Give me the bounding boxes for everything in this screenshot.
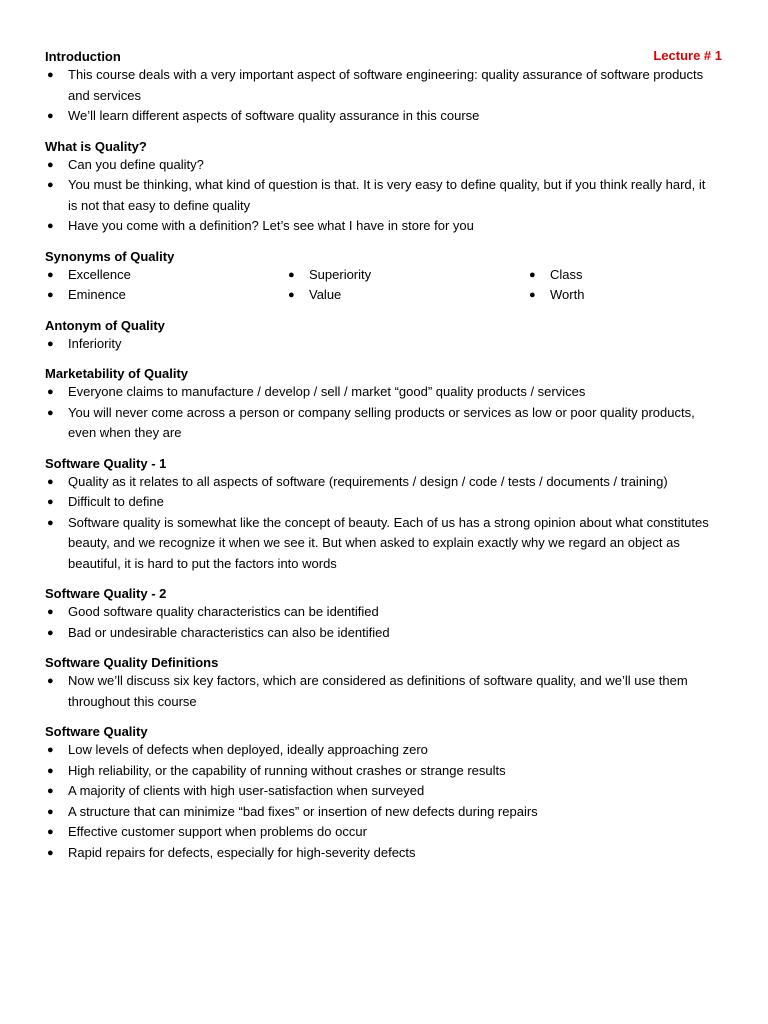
bullet-icon: ●	[47, 337, 54, 350]
section-title: Software Quality	[45, 724, 148, 739]
bullet-icon: ●	[47, 69, 54, 81]
bullet-icon: ●	[529, 268, 536, 281]
list-item: ● Good software quality characteristics can be identified	[45, 602, 716, 623]
list-item: ● We’ll learn different aspects of software quality assurance in this course	[45, 106, 716, 127]
bullet-icon: ●	[529, 289, 536, 301]
bullet-icon: ●	[47, 496, 54, 508]
section-software-quality-2	[45, 585, 716, 643]
list-item: ● Difficult to define	[45, 492, 716, 513]
list-item: ● Bad or undesirable characteristics can also be identified	[45, 623, 716, 644]
lecture-number: Lecture # 1	[653, 48, 722, 63]
section-title: Synonyms of Quality	[45, 248, 175, 264]
list-item: ● Worth	[527, 285, 717, 306]
bullet-icon: ●	[47, 805, 54, 818]
list-item: ● Eminence	[45, 285, 286, 306]
section-title: Marketability of Quality	[45, 366, 189, 381]
list-item: ● You will never come across a person or company selling products or services as low or poor quality products, even when they are	[47, 404, 695, 440]
section-software-quality	[45, 723, 716, 863]
section-what-is-quality	[45, 138, 716, 237]
bullet-icon: ●	[47, 406, 54, 419]
bullet-icon: ●	[47, 675, 54, 687]
bullet-icon: ●	[47, 744, 54, 756]
bullet-icon: ●	[47, 110, 54, 122]
list-item: ● Excellence	[45, 265, 286, 286]
bullet-icon: ●	[47, 289, 54, 301]
bullet-icon: ●	[47, 179, 54, 191]
list-item: ● Have you come with a definition? Let’s see what I have in store for you	[45, 216, 716, 237]
list-item: ● This course deals with a very important aspect of software engineering: quality assurance of software products and services	[47, 67, 704, 103]
list-item: ● Inferiority	[45, 334, 716, 355]
bullet-icon: ●	[288, 268, 295, 281]
bullet-icon: ●	[47, 220, 54, 232]
section-antonym	[45, 317, 716, 355]
section-software-quality-1	[45, 455, 716, 575]
list-item: ● Now we’ll discuss six key factors, which are considered as definitions of software quality, and we’ll use them throughout this course	[47, 673, 688, 709]
list-item: ● A structure that can minimize “bad fixes” or insertion of new defects during repairs	[45, 802, 716, 823]
bullet-icon: ●	[47, 764, 54, 777]
list-item: ● Effective customer support when problems do occur	[45, 822, 716, 843]
bullet-icon: ●	[47, 268, 54, 281]
bullet-icon: ●	[47, 846, 54, 859]
section-introduction	[45, 48, 716, 127]
list-item: ● Software quality is somewhat like the concept of beauty. Each of us has a strong opinion about what constitutes beauty, and we recognize it when we see it. But when asked to explain exactly why we regard an object as beautiful, it is hard to put the factors into words	[47, 514, 709, 571]
section-marketability	[45, 365, 716, 444]
section-title: What is Quality?	[45, 138, 147, 154]
bullet-icon: ●	[47, 475, 54, 488]
section-title: Introduction	[45, 49, 121, 64]
list-item: ● Class	[527, 265, 717, 286]
list-item: ● Superiority	[286, 265, 527, 286]
bullet-icon: ●	[47, 626, 54, 639]
list-item: ● Rapid repairs for defects, especially for high-severity defects	[45, 843, 716, 864]
bullet-icon: ●	[47, 785, 54, 797]
section-title: Software Quality Definitions	[45, 655, 219, 670]
bullet-icon: ●	[47, 516, 54, 529]
list-item: ● Value	[286, 285, 527, 306]
bullet-icon: ●	[47, 606, 54, 618]
list-item: ● High reliability, or the capability of running without crashes or strange results	[45, 761, 716, 782]
list-item: ● Can you define quality?	[45, 155, 716, 176]
list-item: ● Low levels of defects when deployed, ideally approaching zero	[45, 740, 716, 761]
section-title: Antonym of Quality	[45, 317, 165, 333]
section-synonyms	[45, 248, 716, 306]
bullet-icon: ●	[47, 158, 54, 171]
bullet-icon: ●	[47, 826, 54, 838]
section-title: Software Quality - 1	[45, 455, 167, 471]
section-software-quality-definitions	[45, 654, 716, 712]
list-item: ● You must be thinking, what kind of question is that. It is very easy to define quality, but if you think really hard, it is not that easy to define quality	[47, 177, 706, 213]
list-item: ● Quality as it relates to all aspects of software (requirements / design / code / tests / documents / training)	[45, 472, 716, 493]
list-item: ● A majority of clients with high user-satisfaction when surveyed	[45, 781, 716, 802]
section-title: Software Quality - 2	[45, 586, 167, 601]
list-item: ● Everyone claims to manufacture / develop / sell / market “good” quality products / services	[45, 382, 716, 403]
bullet-icon: ●	[47, 386, 54, 398]
bullet-icon: ●	[288, 289, 295, 301]
